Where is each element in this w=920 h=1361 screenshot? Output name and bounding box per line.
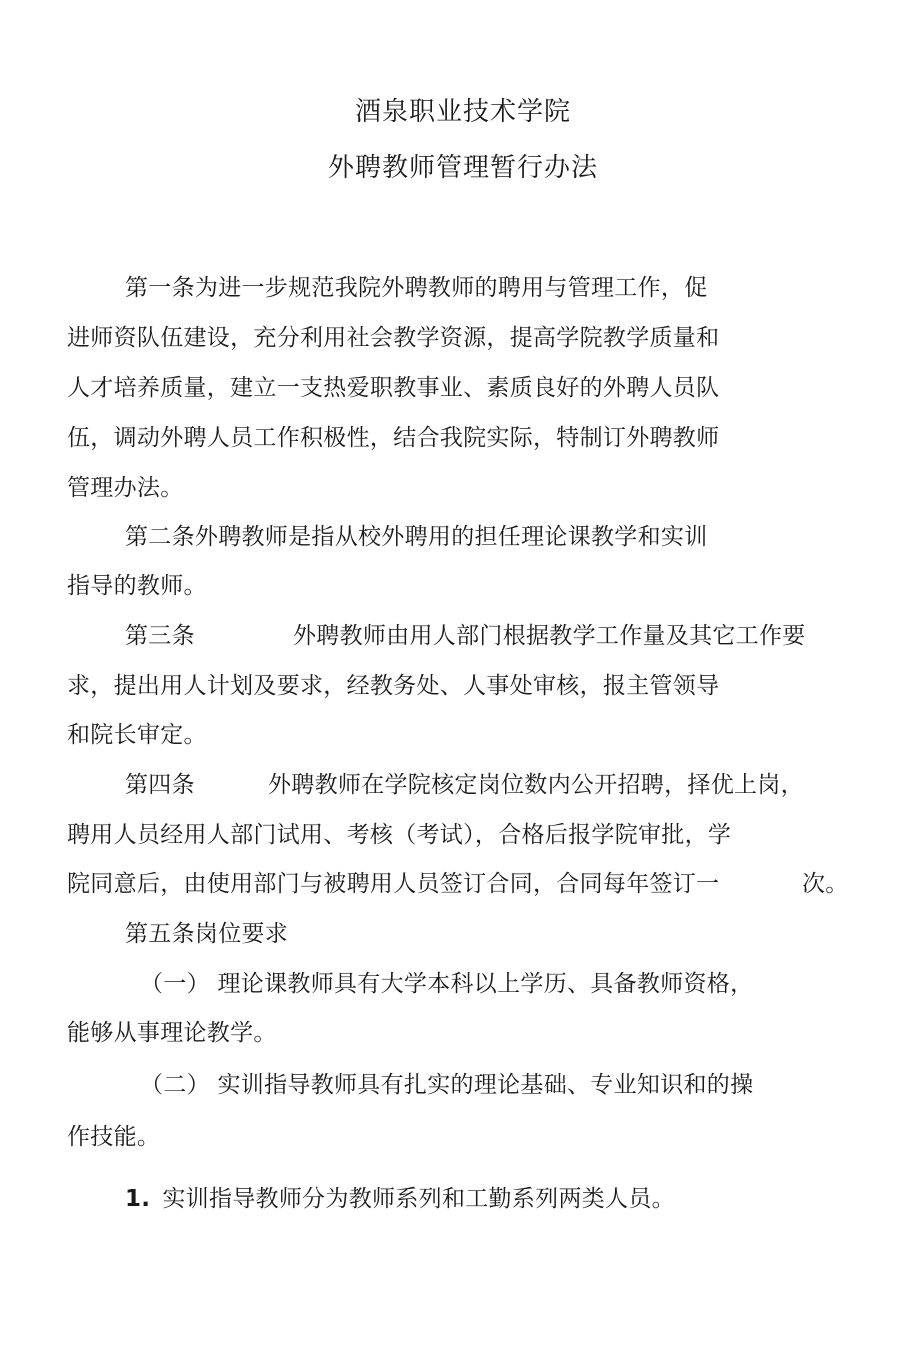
article-2-line-2: 指导的教师。: [67, 573, 207, 599]
article-5-heading: 第五条岗位要求: [125, 921, 289, 947]
subitem-number: 1.: [125, 1186, 151, 1212]
article-1-line-4: 伍，调动外聘人员工作积极性，结合我院实际，特制订外聘教师: [67, 425, 720, 451]
article-2-line-1: 第二条外聘教师是指从校外聘用的担任理论课教学和实训: [125, 524, 708, 550]
article-3-line-3: 和院长审定。: [67, 722, 207, 748]
document-title-institution: 酒泉职业技术学院: [354, 97, 571, 127]
article-3-line-2: 求，提出用人计划及要求，经教务处、人事处审核，报主管领导: [67, 673, 720, 699]
subitem-text: 实训指导教师分为教师系列和工勤系列两类人员。: [162, 1186, 675, 1212]
article-4-line-3-end: 次。: [802, 871, 849, 897]
document-title-regulation: 外聘教师管理暂行办法: [327, 153, 598, 183]
article-5-item-1-line-1: （一） 理论课教师具有大学本科以上学历、具备教师资格，: [140, 971, 754, 997]
article-4-line-3: 院同意后，由使用部门与被聘用人员签订合同，合同每年签订一: [67, 871, 720, 897]
article-1-line-3: 人才培养质量，建立一支热爱职教事业、素质良好的外聘人员队: [67, 375, 720, 401]
article-1-line-2: 进师资队伍建设，充分利用社会教学资源，提高学院教学质量和: [67, 325, 720, 351]
article-5-item-1-line-2: 能够从事理论教学。: [67, 1020, 277, 1046]
article-1-line-5: 管理办法。: [67, 475, 184, 501]
article-5-item-2-line-1: （二） 实训指导教师具有扎实的理论基础、专业知识和的操: [140, 1072, 754, 1098]
article-3-heading: 第三条: [125, 623, 195, 649]
article-4-heading: 第四条: [125, 772, 195, 798]
article-5-subitem-1: [125, 1184, 675, 1214]
article-3-line-1: 外聘教师由用人部门根据教学工作量及其它工作要: [293, 623, 806, 649]
article-4-line-1: 外聘教师在学院核定岗位数内公开招聘，择优上岗，: [268, 772, 804, 798]
article-5-item-2-line-2: 作技能。: [67, 1124, 161, 1150]
article-4-line-2: 聘用人员经用人部门试用、考核（考试），合格后报学院审批，学: [67, 822, 732, 848]
article-1-line-1: 第一条为进一步规范我院外聘教师的聘用与管理工作，促: [125, 275, 708, 301]
